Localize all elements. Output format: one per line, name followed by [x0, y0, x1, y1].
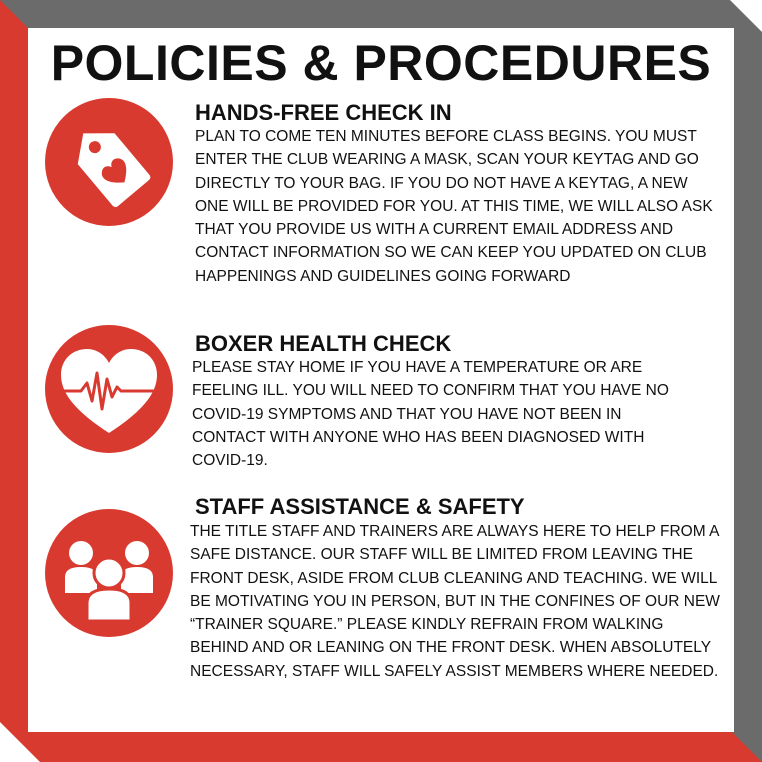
heart-tag-icon: [45, 98, 173, 226]
section-body-health-check: PLEASE STAY HOME IF YOU HAVE A TEMPERATURE OR ARE FEELING ILL. YOU WILL NEED TO CONFIRM THAT YOU HAVE NO COVID-19 SYMPTOMS AND THAT YOU HAVE NOT BEEN IN CONTACT WITH ANYONE WHO HAS BEEN DIAGNOSED WITH COVID-19.: [192, 359, 669, 470]
page-title: POLICIES & PROCEDURES: [50, 35, 712, 91]
heartbeat-icon: [45, 325, 173, 453]
policies-card: [28, 28, 734, 732]
section-body-staff-assistance: THE TITLE STAFF AND TRAINERS ARE ALWAYS HERE TO HELP FROM A SAFE DISTANCE. OUR STAFF WILL BE LIMITED FROM LEAVING THE FRONT DESK, ASIDE FROM CLUB CLEANING AND TEACHING. WE WILL BE MOTIVATING YOU IN PERSON, BUT IN THE CONFINES OF OUR NEW “TRAINER SQUARE.” PLEASE KINDLY REFRAIN FROM WALKING BEHIND AND OR LEANING ON THE FRONT DESK. WHEN ABSOLUTELY NECESSARY, STAFF WILL SAFELY ASSIST MEMBERS WHERE NEEDED.: [190, 523, 720, 680]
section-heading-health-check: BOXER HEALTH CHECK: [195, 331, 452, 356]
people-group-icon: [45, 509, 173, 637]
section-body-check-in: PLAN TO COME TEN MINUTES BEFORE CLASS BEGINS. YOU MUST ENTER THE CLUB WEARING A MASK, SCAN YOUR KEYTAG AND GO DIRECTLY TO YOUR BAG. IF YOU DO NOT HAVE A KEYTAG, A NEW ONE WILL BE PROVIDED FOR YOU. AT THIS TIME, WE WILL ALSO ASK THAT YOU PROVIDE US WITH A CURRENT EMAIL ADDRESS AND CONTACT INFORMATION SO WE CAN KEEP YOU UPDATED ON CLUB HAPPENINGS AND GUIDELINES GOING FORWARD: [195, 128, 713, 285]
section-heading-check-in: HANDS-FREE CHECK IN: [195, 100, 452, 125]
section-heading-staff-assistance: STAFF ASSISTANCE & SAFETY: [195, 494, 525, 519]
